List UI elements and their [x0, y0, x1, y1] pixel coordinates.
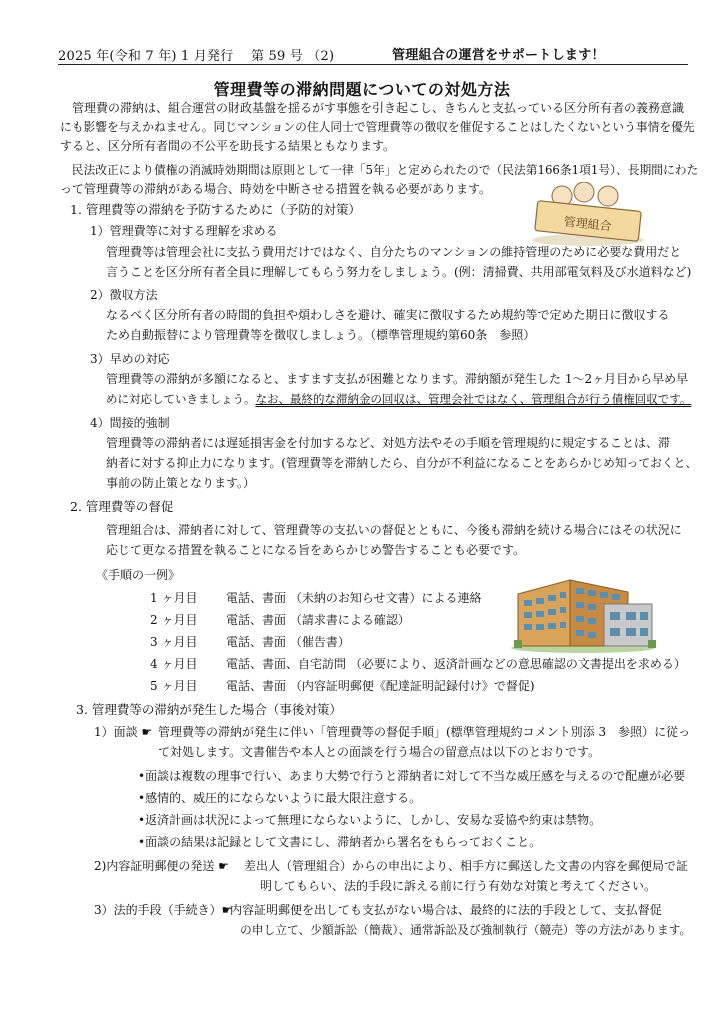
intro-line: 民法改正により債権の消滅時効期間は原則として一律「5年」と定められたので（民法第166条1項1号）、長期間にわた: [60, 163, 699, 177]
item-heading: 4）間接的強制: [90, 416, 170, 430]
step-action: 電話、書面 （内容証明郵便《配達証明記録付け》で督促): [226, 679, 535, 693]
step-action: 電話、書面、自宅訪問 （必要により、返済計画などの意思確認の文書提出を求める）: [226, 657, 686, 671]
step-month: 3 ヶ月目: [150, 635, 198, 649]
caution-bullet: •面談の結果は記録として文書にし、滞納者から署名をもらっておくこと。: [138, 835, 542, 849]
section-2-text: 管理組合は、滞納者に対して、管理費等の支払いの督促とともに、今後も滞納を続ける場合にはその状況に: [106, 523, 682, 537]
intro-line: すると、区分所有者間の不公平を助長する結果ともなります。: [60, 139, 396, 153]
step-month: 5 ヶ月目: [150, 679, 198, 693]
association-illustration: [528, 182, 648, 248]
measure-text: て対処します。文書催告や本人との面談を行う場合の留意点は以下のとおりです。: [158, 745, 601, 759]
intro-line: 管理費の滞納は、組合運営の財政基盤を揺るがす事態を引き起こし、きちんと支払っている区分所有者の義務意識: [60, 101, 685, 115]
issue-info: 2025 年(令和 7 年) 1 月発行 第 59 号 （2): [58, 49, 335, 64]
item-heading: 2）徴収方法: [90, 288, 158, 302]
measure-text: 差出人（管理組合）からの申出により、相手方に郵送した文書の内容を郵便局で証: [244, 859, 689, 873]
section-3-heading: 3. 管理費等の滞納が発生した場合（事後対策）: [76, 702, 342, 717]
section-2-text: 応じて更なる措置を執ることになる旨をあらかじめ警告することも必要です。: [106, 543, 526, 557]
step-action: 電話、書面 （未納のお知らせ文書）による連絡: [226, 591, 482, 605]
measure-text: 管理費等の滞納が発生に伴い「管理費等の督促手順」(標準管理規約コメント別添 3 参照）に従っ: [158, 725, 691, 739]
header-slogan: 管理組合の運営をサポートします！: [392, 48, 605, 63]
item-text-lead: めに対応していきましょう。: [106, 392, 256, 406]
measure-label: 1）面談 ☛: [94, 725, 153, 739]
page-title: 管理費等の滞納問題についての対処方法: [213, 80, 511, 99]
intro-line: にも影響を与えかねません。同じマンションの住人同士で管理費等の徴収を催促することはしたくないという事情を優先: [60, 120, 695, 134]
measure-text: の申し立て、少額訴訟（簡裁）、通常訴訟及び強制執行（競売）等の方法があります。: [240, 923, 692, 937]
item-text: なるべく区分所有者の時間的負担や煩わしさを避け、確実に徴収するため規約等で定めた期日に徴収する: [106, 308, 670, 322]
item-text: 管理費等は管理会社に支払う費用だけではなく、自分たちのマンションの維持管理のために必要な費用だと: [106, 245, 682, 259]
item-text: 言うことを区分所有者全員に理解してもらう努力をしましょう。(例：清掃費、共用部電気料及び水道料など): [106, 265, 692, 279]
item-heading: 1）管理費等に対する理解を求める: [90, 224, 278, 238]
measure-label: 3）法的手段（手続き）☛: [94, 903, 233, 917]
caution-bullet: •面談は複数の理事で行い、あまり大勢で行うと滞納者に対して不当な威圧感を与えるので配慮が必要: [138, 769, 686, 783]
intro-line: って管理費等の滞納がある場合、時効を中断させる措置を執る必要があります。: [60, 182, 492, 196]
item-text: 管理費等の滞納が多額になると、ますます支払が困難となります。滞納額が発生した 1～2ヶ月目から早め早: [106, 372, 689, 386]
step-action: 電話、書面 （催告書）: [226, 635, 350, 649]
measure-label: 2)内容証明郵便の発送 ☛: [94, 859, 229, 873]
section-1-heading: 1. 管理費等の滞納を予防するために（予防的対策）: [70, 202, 361, 217]
step-month: 2 ヶ月目: [150, 613, 198, 627]
item-text: 納者に対する抑止力になります。(管理費等を滞納したら、自分が不利益になることをあらかじめ知っておくと、: [106, 456, 698, 470]
item-text: 事前の防止策となります。）: [106, 476, 256, 490]
caution-bullet: •返済計画は状況によって無理にならないように、しかし、安易な妥協や約束は禁物。: [138, 813, 602, 827]
item-text: ため自動振替により管理費等を徴収しましょう。（標準管理規約第60条 参照）: [106, 328, 536, 342]
building-illustration: [508, 574, 658, 654]
step-action: 電話、書面 （請求書による確認）: [226, 613, 410, 627]
caution-bullet: •感情的、威圧的にならないように最大限注意する。: [138, 791, 422, 805]
page-header: [58, 42, 688, 65]
item-heading: 3）早めの対応: [90, 352, 170, 366]
highlighted-note: なお、最終的な滞納金の回収は、管理会社ではなく、管理組合が行う債権回収です。: [255, 392, 692, 406]
procedure-title: 《手順の一例》: [96, 568, 181, 582]
association-board-label: 管理組合: [563, 214, 613, 234]
measure-text: 明してもらい、法的手段に訴える前に行う有効な対策と考えてください。: [260, 879, 657, 893]
item-text: 管理費等の滞納者には遅延損害金を付加するなど、対処方法やその手順を管理規約に規定することは、滞: [106, 436, 671, 450]
section-2-heading: 2. 管理費等の督促: [70, 499, 174, 514]
step-month: 1 ヶ月目: [150, 591, 198, 605]
item-text: [106, 391, 691, 407]
step-month: 4 ヶ月目: [150, 657, 198, 671]
measure-text: 内容証明郵便を出しても支払がない場合は、最終的に法的手段として、支払督促: [230, 903, 662, 917]
